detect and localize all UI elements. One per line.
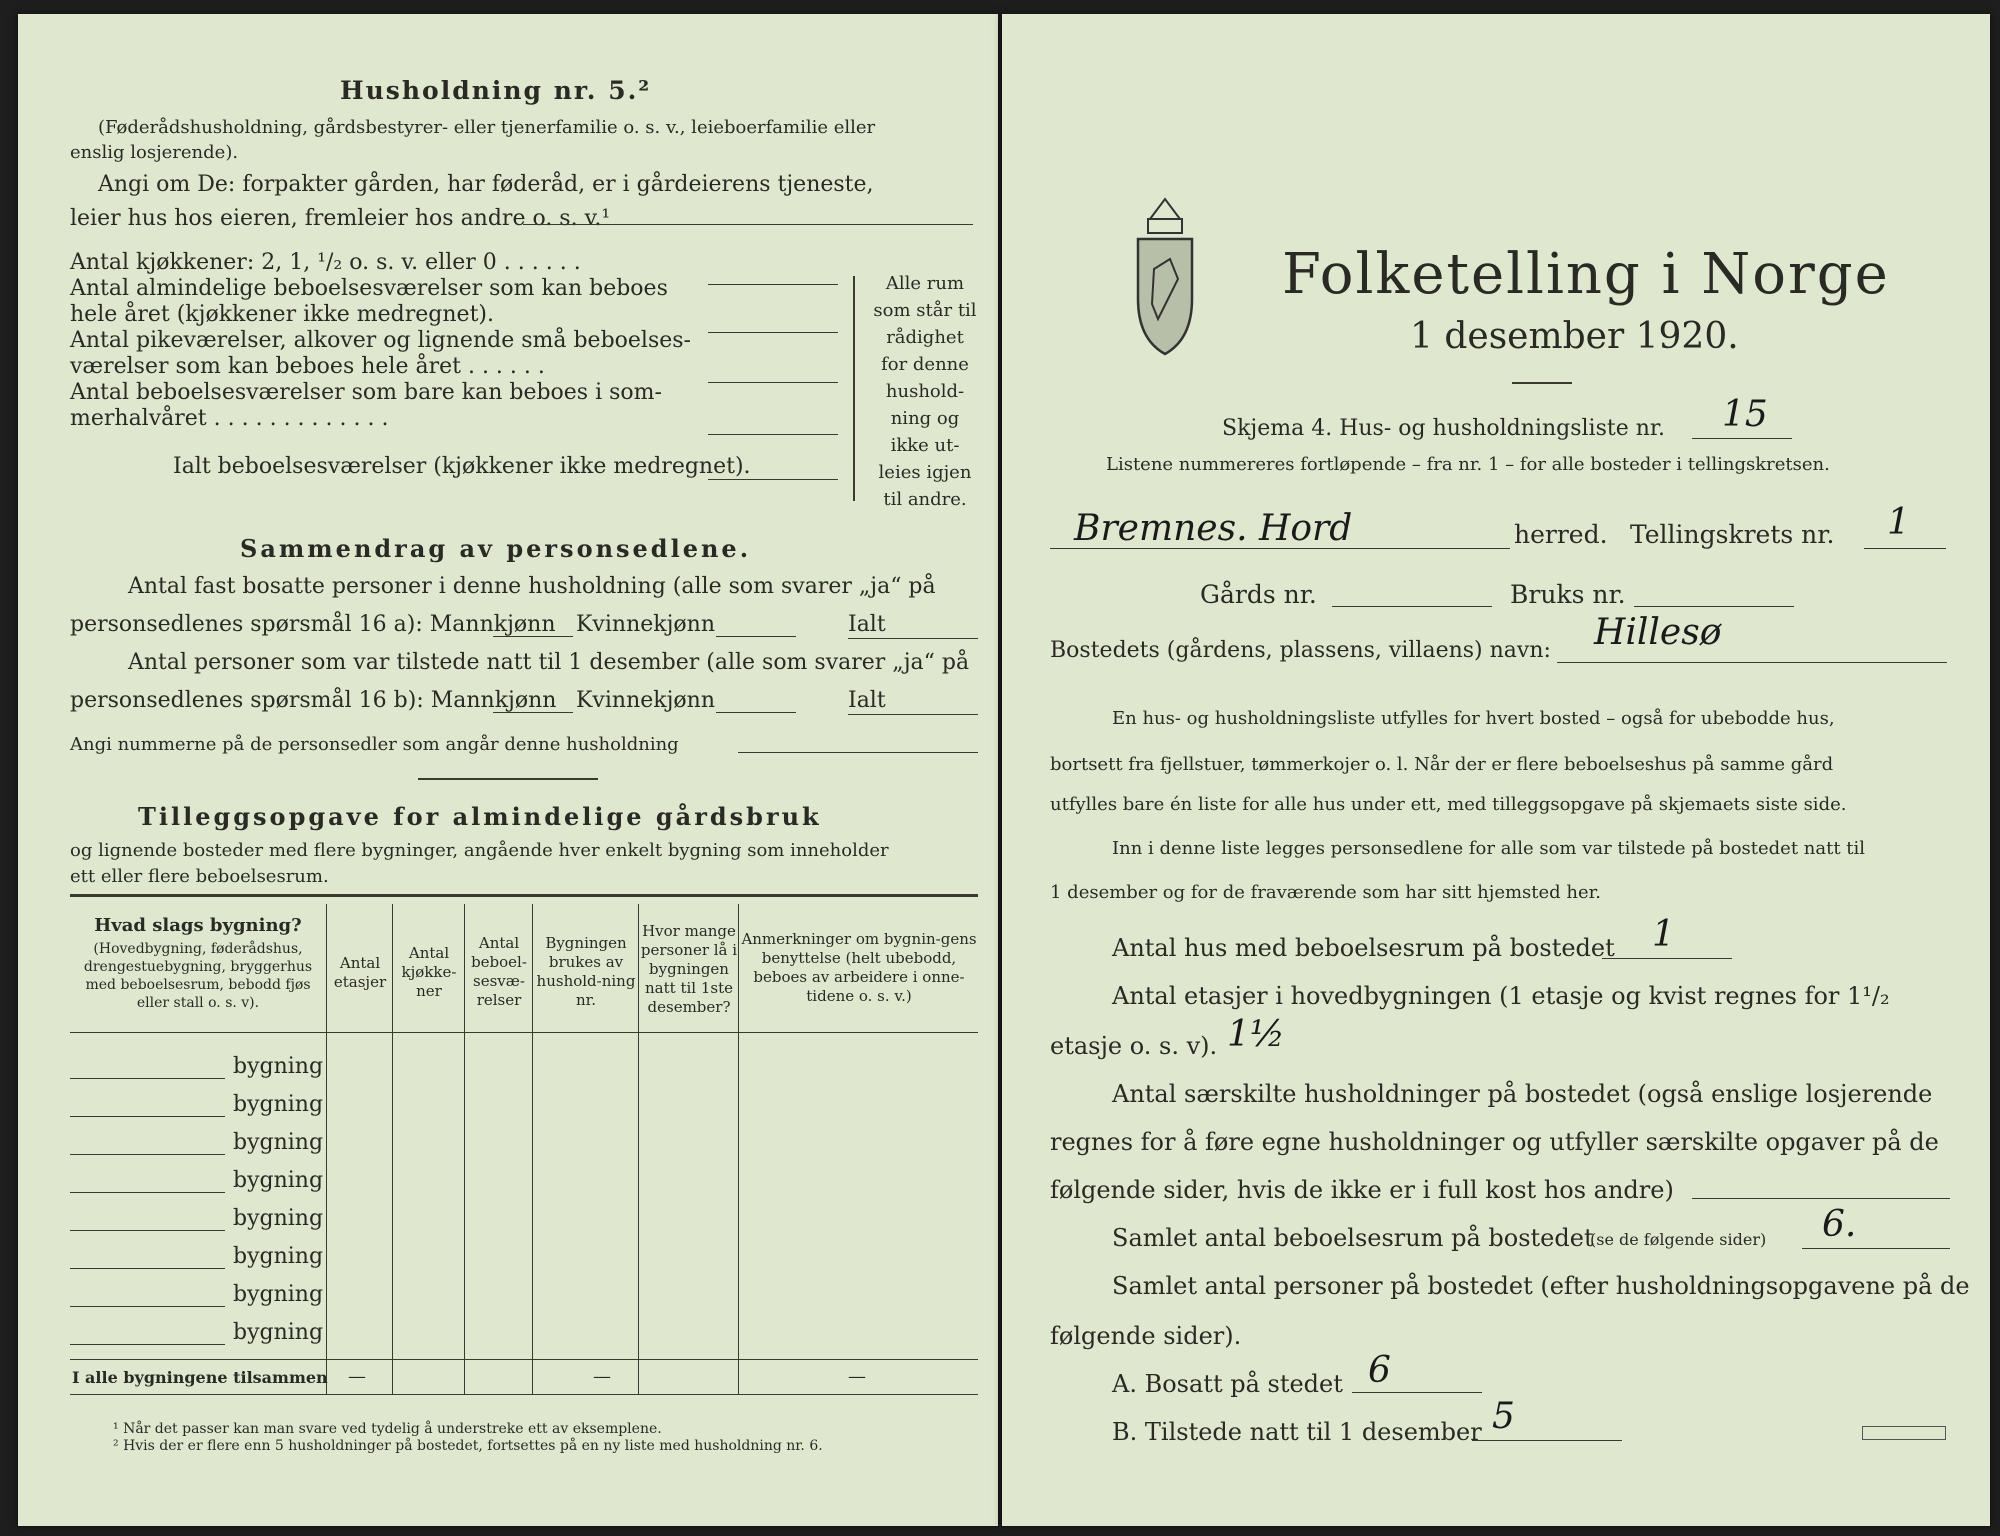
col-header-etasjer: Antal etasjer — [333, 954, 387, 991]
row-fill-line — [70, 1116, 225, 1117]
instruction-1: En hus- og husholdningsliste utfylles for hvert bosted – også for ubebodde hus, — [1112, 708, 1835, 729]
answer-line-pike — [708, 382, 838, 383]
rooms-line-3: hele året (kjøkkener ikke medregnet). — [70, 302, 494, 327]
skjema-line — [1692, 438, 1792, 439]
side-note-line: ning og — [890, 408, 960, 429]
col-divider — [464, 904, 465, 1394]
q-rum-label: Samlet antal beboelsesrum på bostedet — [1112, 1224, 1594, 1252]
title-divider — [1512, 382, 1572, 384]
side-note-line: Alle rum — [885, 273, 965, 294]
table-row: bygning — [233, 1130, 324, 1155]
instruction-2: bortsett fra fjellstuer, tømmerkojer o. l. Når der er flere beboelseshus på samme gård — [1050, 754, 1834, 775]
kvinne-label-b: Kvinnekjønn — [576, 688, 715, 713]
herred-label: herred. — [1514, 520, 1608, 549]
side-note-line: leies igjen — [878, 462, 972, 483]
rooms-line-6: Antal beboelsesværelser som bare kan beboes i som- — [70, 380, 662, 405]
krets-line — [1864, 548, 1946, 549]
row-fill-line — [70, 1192, 225, 1193]
total-dash: — — [348, 1366, 366, 1387]
table-top-rule — [70, 894, 978, 897]
rooms-line-1: Antal kjøkkener: 2, 1, ¹/₂ o. s. v. eller 0 . . . . . . — [70, 250, 581, 275]
side-note-line: rådighet — [886, 327, 964, 348]
bosted-line — [1557, 662, 1947, 663]
answer-kvinne-b — [716, 712, 796, 713]
answer-ialt-b — [848, 714, 978, 715]
col-divider — [532, 904, 533, 1394]
intro-line-2: enslig losjerende). — [70, 142, 239, 163]
ialt-label: Ialt beboelsesværelser (kjøkkener ikke medregnet). — [173, 454, 751, 479]
row-fill-line — [70, 1078, 225, 1079]
side-note-line: til andre. — [883, 489, 967, 510]
q-hush-line-3: følgende sider, hvis de ikke er i full kost hos andre) — [1050, 1176, 1674, 1204]
answer-line-kjokken — [708, 284, 838, 285]
intro-line-1: (Føderådshusholdning, gårdsbestyrer- eller tjenerfamilie o. s. v., leieboerfamilie eller — [98, 117, 876, 138]
q-rum-line — [1802, 1248, 1950, 1249]
coat-of-arms-icon — [1130, 189, 1200, 359]
ialt-label-a: Ialt — [848, 612, 886, 637]
gards-label: Gårds nr. — [1200, 580, 1317, 609]
section-divider — [418, 778, 598, 780]
col-divider — [326, 904, 327, 1394]
q-a-value: 6 — [1368, 1350, 1391, 1391]
q-b-value: 5 — [1492, 1396, 1515, 1437]
skjema-number: 15 — [1722, 394, 1768, 435]
rooms-line-2: Antal almindelige beboelsesværelser som kan beboes — [70, 276, 668, 301]
bosted-label: Bostedets (gårdens, plassens, villaens) navn: — [1050, 638, 1551, 663]
row-fill-line — [70, 1268, 225, 1269]
answer-mann-a — [493, 636, 573, 637]
col-header-husholdning: Bygningen brukes av hushold-ning nr. — [536, 934, 636, 1009]
col-divider — [638, 904, 639, 1394]
table-row: bygning — [233, 1168, 324, 1193]
row-fill-line — [70, 1154, 225, 1155]
census-date: 1 desember 1920. — [1410, 316, 1739, 357]
side-note-line: hushold- — [885, 381, 965, 402]
col-header-type-desc: (Hovedbygning, føderådshus, drengestuebygning, bryggerhus med beboelsesrum, bebodd fjøs eller stall o. s. v). — [83, 941, 313, 1011]
angi-line-2: leier hus hos eieren, fremleier hos andre o. s. v.¹ — [70, 206, 611, 231]
household-heading: Husholdning nr. 5.² — [340, 76, 652, 105]
q-hus-value: 1 — [1652, 914, 1675, 955]
instruction-3: utfylles bare én liste for alle hus under ett, med tilleggsopgave på skjemaets siste side. — [1050, 794, 1847, 815]
q-a-line — [1352, 1392, 1482, 1393]
footnote-2: ² Hvis der er flere enn 5 husholdninger på bostedet, fortsettes på en ny liste med husholdning nr. 6. — [113, 1438, 823, 1454]
table-row: bygning — [233, 1244, 324, 1269]
brace — [853, 276, 855, 501]
table-row: bygning — [233, 1054, 324, 1079]
rooms-line-4: Antal pikeværelser, alkover og lignende små beboelses- — [70, 328, 691, 353]
q-hus-line — [1602, 958, 1732, 959]
side-note-line: ikke ut- — [890, 435, 960, 456]
page-title: Folketelling i Norge — [1282, 242, 1890, 307]
instruction-4: Inn i denne liste legges personsedlene for alle som var tilstede på bostedet natt til — [1112, 838, 1866, 859]
rooms-line-7: merhalvåret . . . . . . . . . . . . . — [70, 406, 389, 431]
angi-answer-line — [523, 224, 973, 225]
answer-line-ialt — [708, 479, 838, 480]
answer-nummerne — [738, 752, 978, 753]
angi-line-1: Angi om De: forpakter gården, har føderåd, er i gårdeierens tjeneste, — [98, 172, 874, 197]
q-etasjer-line-1: Antal etasjer i hovedbygningen (1 etasje og kvist regnes for 1¹/₂ — [1112, 982, 1890, 1010]
col-header-beboelses: Antal beboel-sesvæ-relser — [471, 934, 527, 1009]
q-pers-line-1: Samlet antal personer på bostedet (efter husholdningsopgavene på de — [1112, 1272, 1970, 1300]
q-rum-value: 6. — [1822, 1204, 1857, 1245]
herred-value: Bremnes. Hord — [1074, 508, 1353, 549]
total-dash: — — [848, 1366, 866, 1387]
left-page — [18, 14, 998, 1526]
q-etasjer-line-2: etasje o. s. v). — [1050, 1032, 1218, 1060]
nummereres-note: Listene nummereres fortløpende – fra nr. 1 – for alle bosteder i tellingskretsen. — [1106, 454, 1830, 475]
row-fill-line — [70, 1306, 225, 1307]
bosted-value: Hillesø — [1594, 612, 1722, 653]
right-page — [1002, 14, 1990, 1526]
row-fill-line — [70, 1344, 225, 1345]
side-note-line: for denne — [881, 354, 969, 375]
answer-ialt-a — [848, 638, 978, 639]
q-a-label: A. Bosatt på stedet — [1112, 1370, 1343, 1398]
table-row: bygning — [233, 1206, 324, 1231]
col-divider — [392, 904, 393, 1394]
row-fill-line — [70, 1230, 225, 1231]
side-note — [860, 270, 990, 513]
gards-line — [1332, 606, 1492, 607]
ialt-label-b: Ialt — [848, 688, 886, 713]
bruks-line — [1634, 606, 1794, 607]
summary-line-2: personsedlenes spørsmål 16 a): Mannkjønn — [70, 612, 556, 637]
q-b-label: B. Tilstede natt til 1 desember — [1112, 1418, 1482, 1446]
printer-stamp — [1862, 1426, 1946, 1440]
krets-value: 1 — [1887, 502, 1910, 543]
bruks-label: Bruks nr. — [1510, 580, 1626, 609]
table-row: bygning — [233, 1092, 324, 1117]
rooms-line-5: værelser som kan beboes hele året . . . . . . — [70, 354, 545, 379]
supp-intro-2: ett eller flere beboelsesrum. — [70, 866, 329, 887]
angi-nummerne: Angi nummerne på de personsedler som angår denne husholdning — [70, 734, 679, 755]
total-dash: — — [593, 1366, 611, 1387]
q-hus-label: Antal hus med beboelsesrum på bostedet — [1112, 934, 1615, 962]
instruction-5: 1 desember og for de fraværende som har sitt hjemsted her. — [1050, 882, 1601, 903]
answer-mann-b — [493, 712, 573, 713]
table-row: bygning — [233, 1320, 324, 1345]
footnote-1: ¹ Når det passer kan man svare ved tydelig å understreke ett av eksemplene. — [113, 1421, 662, 1437]
summary-line-4: personsedlenes spørsmål 16 b): Mannkjønn — [70, 688, 557, 713]
answer-line-sommer — [708, 434, 838, 435]
col-header-personer: Hvor mange personer lå i bygningen natt til 1ste desember? — [640, 922, 738, 1016]
side-note-line: som står til — [873, 300, 977, 321]
table-total-rule-top — [70, 1359, 978, 1360]
kvinne-label-a: Kvinnekjønn — [576, 612, 715, 637]
table-row: bygning — [233, 1282, 324, 1307]
table-total-rule-bottom — [70, 1394, 978, 1395]
q-hush-line-2: regnes for å føre egne husholdninger og utfyller særskilte opgaver på de — [1050, 1128, 1939, 1156]
summary-line-3: Antal personer som var tilstede natt til 1 desember (alle som svarer „ja“ på — [128, 650, 970, 675]
q-hush-line — [1692, 1198, 1950, 1199]
q-rum-note: (se de følgende sider) — [1590, 1230, 1767, 1249]
col-header-type: Hvad slags bygning? — [94, 915, 302, 936]
col-divider — [738, 904, 739, 1394]
col-header-anmerkninger: Anmerkninger om bygnin-gens benyttelse (helt ubebodd, beboes av arbeidere i onne-tidene o. s. v.) — [741, 930, 977, 1005]
supp-heading: Tilleggsopgave for almindelige gårdsbruk — [138, 802, 822, 831]
summary-line-1: Antal fast bosatte personer i denne husholdning (alle som svarer „ja“ på — [128, 574, 936, 599]
herred-line — [1050, 548, 1510, 549]
total-label: I alle bygningene tilsammen — [72, 1368, 328, 1387]
answer-kvinne-a — [716, 636, 796, 637]
supp-intro-1: og lignende bosteder med flere bygninger, angående hver enkelt bygning som inneholder — [70, 840, 889, 861]
q-etasjer-value: 1½ — [1227, 1014, 1285, 1055]
krets-label: Tellingskrets nr. — [1630, 520, 1835, 549]
table-header-rule — [70, 1032, 978, 1033]
q-hush-line-1: Antal særskilte husholdninger på bostedet (også enslige losjerende — [1112, 1080, 1933, 1108]
q-pers-line-2: følgende sider). — [1050, 1322, 1242, 1350]
answer-line-almindelige — [708, 332, 838, 333]
col-header-kjokkener: Antal kjøkke-ner — [401, 944, 457, 1000]
summary-heading: Sammendrag av personsedlene. — [240, 534, 752, 563]
q-b-line — [1472, 1440, 1622, 1441]
skjema-label: Skjema 4. Hus- og husholdningsliste nr. — [1222, 416, 1665, 441]
